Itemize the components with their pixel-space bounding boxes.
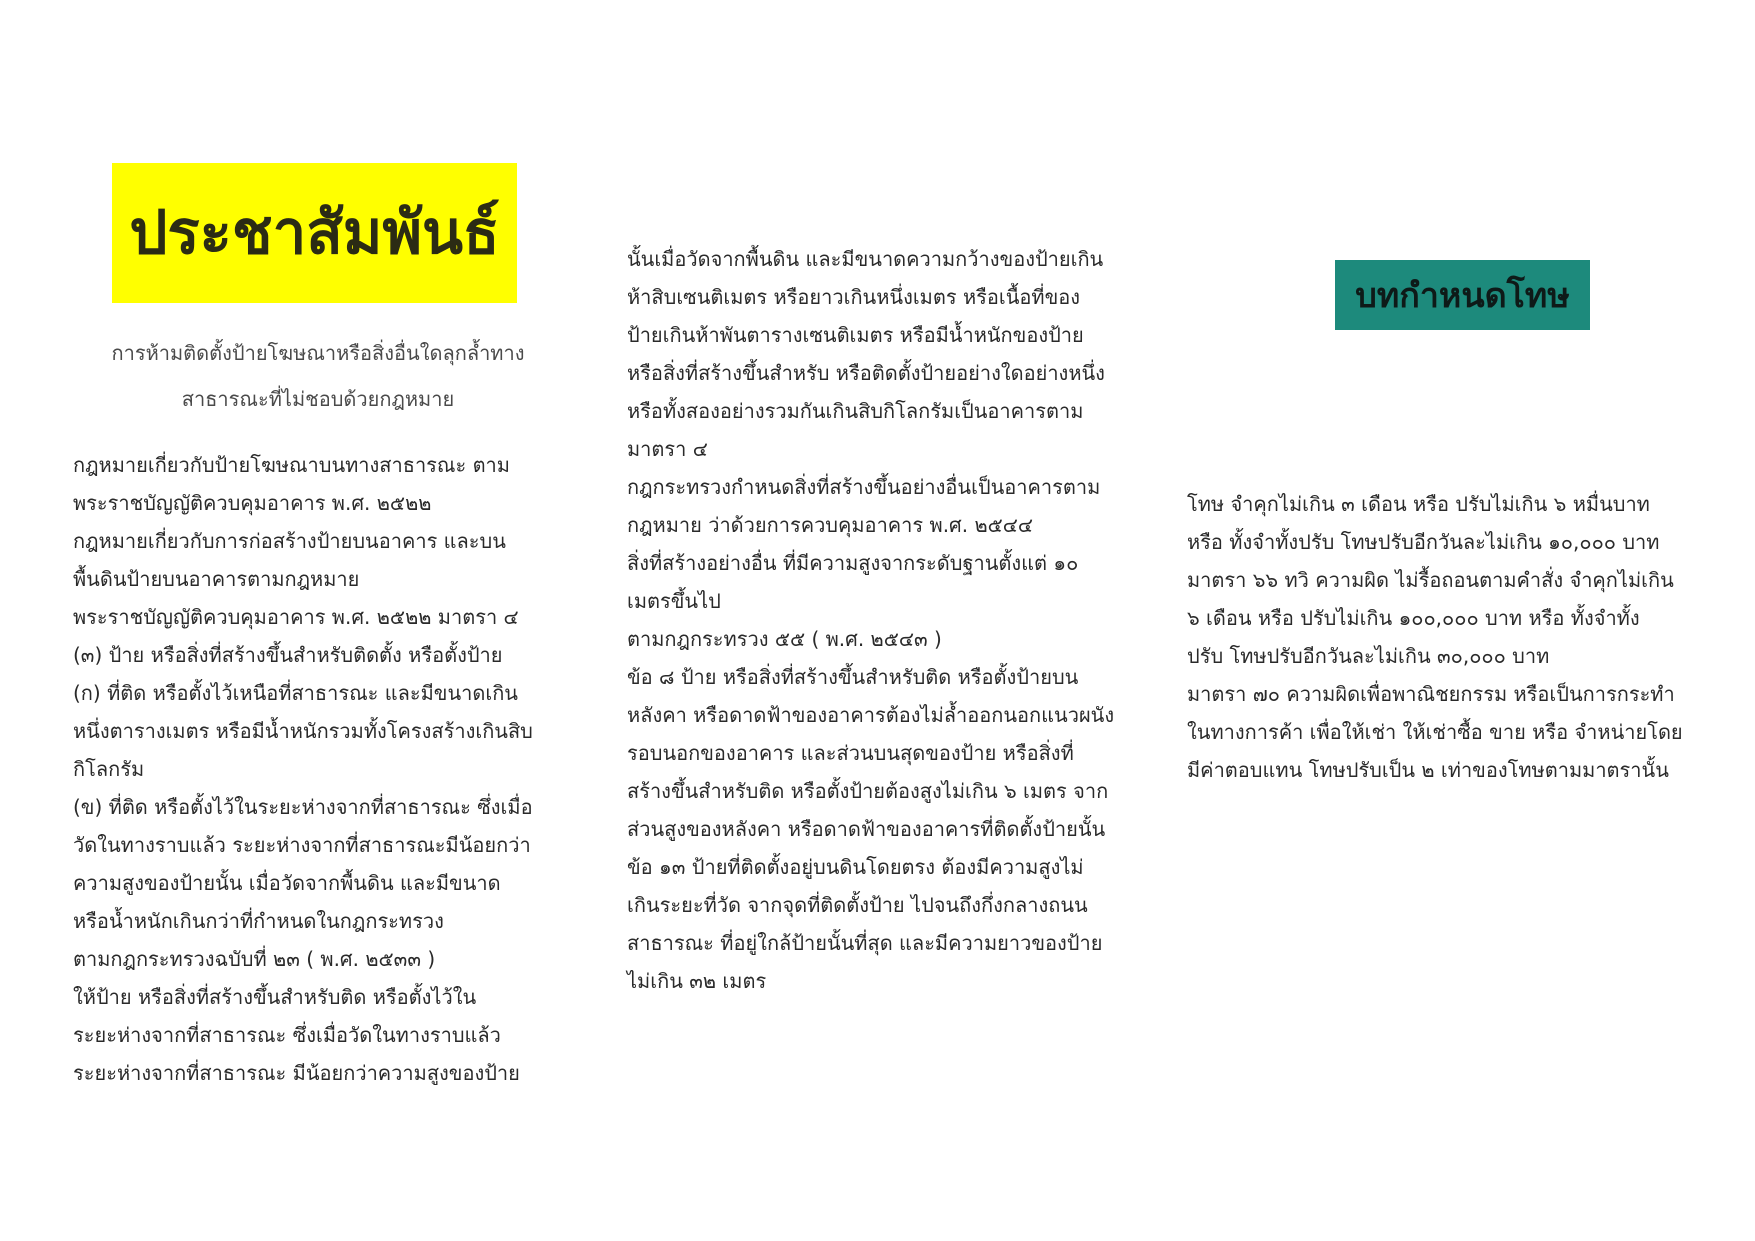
text-line: มีค่าตอบแทน โทษปรับเป็น ๒ เท่าของโทษตามมาตรานั้น — [1187, 758, 1669, 782]
text-line: รอบนอกของอาคาร และส่วนบนสุดของป้าย หรือสิ่งที่ — [627, 741, 1074, 765]
text-line: หนึ่งตารางเมตร หรือมีน้ำหนักรวมทั้งโครงสร้างเกินสิบ — [73, 719, 533, 743]
text-line: ให้ป้าย หรือสิ่งที่สร้างขึ้นสำหรับติด หรือตั้งไว้ใน — [73, 985, 477, 1009]
text-line: ข้อ ๘ ป้าย หรือสิ่งที่สร้างขึ้นสำหรับติด หรือตั้งป้ายบน — [627, 665, 1079, 689]
column-3-body — [1187, 485, 1707, 789]
text-line: หรือ ทั้งจำทั้งปรับ โทษปรับอีกวันละไม่เกิน ๑๐,๐๐๐ บาท — [1187, 530, 1660, 554]
penalty-heading: บทกำหนดโทษ — [1355, 276, 1570, 316]
text-line: สิ่งที่สร้างอย่างอื่น ที่มีความสูงจากระดับฐานตั้งแต่ ๑๐ — [627, 551, 1079, 575]
text-line: หรือน้ำหนักเกินกว่าที่กำหนดในกฎกระทรวง — [73, 909, 444, 933]
text-line: หรือทั้งสองอย่างรวมกันเกินสิบกิโลกรัมเป็นอาคารตาม — [627, 399, 1084, 423]
text-line: ๖ เดือน หรือ ปรับไม่เกิน ๑๐๐,๐๐๐ บาท หรือ ทั้งจำทั้ง — [1187, 606, 1640, 630]
text-line: กฎหมายเกี่ยวกับการก่อสร้างป้ายบนอาคาร และบน — [73, 529, 506, 553]
text-line: พระราชบัญญัติควบคุมอาคาร พ.ศ. ๒๕๒๒ — [73, 491, 432, 515]
text-line: (ก) ที่ติด หรือตั้งไว้เหนือที่สาธารณะ และมีขนาดเกิน — [73, 681, 518, 705]
text-line: ระยะห่างจากที่สาธารณะ ซึ่งเมื่อวัดในทางราบแล้ว — [73, 1023, 501, 1047]
text-line: ไม่เกิน ๓๒ เมตร — [627, 969, 767, 993]
text-line: หรือสิ่งที่สร้างขึ้นสำหรับ หรือติดตั้งป้ายอย่างใดอย่างหนึ่ง — [627, 361, 1105, 385]
text-line: กฎหมาย ว่าด้วยการควบคุมอาคาร พ.ศ. ๒๕๔๔ — [627, 513, 1034, 537]
text-line: ห้าสิบเซนติเมตร หรือยาวเกินหนึ่งเมตร หรือเนื้อที่ของ — [627, 285, 1081, 309]
text-line: เกินระยะที่วัด จากจุดที่ติดตั้งป้าย ไปจนถึงกึ่งกลางถนน — [627, 893, 1088, 917]
subtitle — [73, 330, 563, 422]
column-1-body — [73, 446, 563, 1092]
subtitle-line: สาธารณะที่ไม่ชอบด้วยกฎหมาย — [181, 387, 455, 411]
text-line: ตามกฎกระทรวงฉบับที่ ๒๓ ( พ.ศ. ๒๕๓๓ ) — [73, 947, 436, 971]
text-line: กฎหมายเกี่ยวกับป้ายโฆษณาบนทางสาธารณะ ตาม — [73, 453, 510, 477]
text-line: ปรับ โทษปรับอีกวันละไม่เกิน ๓๐,๐๐๐ บาท — [1187, 644, 1550, 668]
text-line: กิโลกรัม — [73, 757, 145, 781]
text-line: มาตรา ๖๖ ทวิ ความผิด ไม่รื้อถอนตามคำสั่ง จำคุกไม่เกิน — [1187, 568, 1674, 592]
text-line: สาธารณะ ที่อยู่ใกล้ป้ายนั้นที่สุด และมีความยาวของป้าย — [627, 931, 1103, 955]
penalty-heading-banner — [1335, 260, 1590, 330]
text-line: วัดในทางราบแล้ว ระยะห่างจากที่สาธารณะมีน้อยกว่า — [73, 833, 531, 857]
page-title: ประชาสัมพันธ์ — [129, 198, 500, 268]
text-line: โทษ จำคุกไม่เกิน ๓ เดือน หรือ ปรับไม่เกิน ๖ หมื่นบาท — [1187, 492, 1650, 516]
title-banner — [112, 163, 517, 303]
text-line: พระราชบัญญัติควบคุมอาคาร พ.ศ. ๒๕๒๒ มาตรา ๔ — [73, 605, 519, 629]
text-line: ตามกฎกระทรวง ๕๕ ( พ.ศ. ๒๕๔๓ ) — [627, 627, 942, 651]
text-line: (ข) ที่ติด หรือตั้งไว้ในระยะห่างจากที่สาธารณะ ซึ่งเมื่อ — [73, 795, 533, 819]
text-line: สร้างขึ้นสำหรับติด หรือตั้งป้ายต้องสูงไม่เกิน ๖ เมตร จาก — [627, 779, 1109, 803]
text-line: (๓) ป้าย หรือสิ่งที่สร้างขึ้นสำหรับติดตั้ง หรือตั้งป้าย — [73, 643, 503, 667]
text-line: เมตรขึ้นไป — [627, 589, 721, 613]
text-line: ข้อ ๑๓ ป้ายที่ติดตั้งอยู่บนดินโดยตรง ต้องมีความสูงไม่ — [627, 855, 1084, 879]
text-line: มาตรา ๗๐ ความผิดเพื่อพาณิชยกรรม หรือเป็นการกระทำ — [1187, 682, 1675, 706]
text-line: พื้นดินป้ายบนอาคารตามกฎหมาย — [73, 567, 360, 591]
text-line: ป้ายเกินห้าพันตารางเซนติเมตร หรือมีน้ำหนักของป้าย — [627, 323, 1084, 347]
text-line: ส่วนสูงของหลังคา หรือดาดฟ้าของอาคารที่ติดตั้งป้ายนั้น — [627, 817, 1106, 841]
text-line: กฎกระทรวงกำหนดสิ่งที่สร้างขึ้นอย่างอื่นเป็นอาคารตาม — [627, 475, 1101, 499]
column-2-body — [627, 240, 1127, 1000]
subtitle-line: การห้ามติดตั้งป้ายโฆษณาหรือสิ่งอื่นใดลุกล้ำทาง — [111, 341, 525, 365]
text-line: นั้นเมื่อวัดจากพื้นดิน และมีขนาดความกว้างของป้ายเกิน — [627, 247, 1104, 271]
text-line: หลังคา หรือดาดฟ้าของอาคารต้องไม่ล้ำออกนอกแนวผนัง — [627, 703, 1115, 727]
text-line: ในทางการค้า เพื่อให้เช่า ให้เช่าซื้อ ขาย หรือ จำหน่ายโดย — [1187, 720, 1683, 744]
text-line: ระยะห่างจากที่สาธารณะ มีน้อยกว่าความสูงของป้าย — [73, 1061, 520, 1085]
text-line: ความสูงของป้ายนั้น เมื่อวัดจากพื้นดิน และมีขนาด — [73, 871, 501, 895]
text-line: มาตรา ๔ — [627, 437, 708, 461]
